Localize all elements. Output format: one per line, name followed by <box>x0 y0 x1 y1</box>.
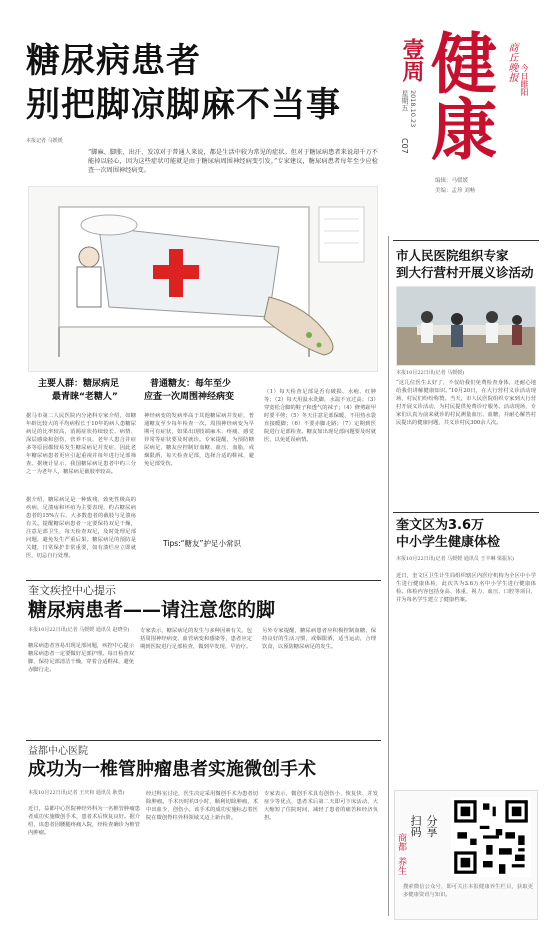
main-lead: “脚麻、脚胀、出汗、发凉对于普通人来说，都是生活中较为常见的症状。但对于糖尿病患者来说却千万不能掉以轻心，因为这些症状可能就是由于糖尿病周围神经病变引发。”专家建议，糖尿病患者每年至少应检查一次周围神经病变。 <box>88 149 378 174</box>
tips-label: Tips:“糖友”护足小常识 <box>163 538 241 548</box>
masthead-editor: 编辑：马媛媛 <box>435 178 469 184</box>
article3-column-3: 专家表示，微创手术具有创伤小、恢复快、并发症少等优点，患者术后第二天即可下床活动，大大缩短了住院时间，减轻了患者的痛苦和经济负担。 <box>264 791 378 821</box>
qr-label-health: 养生 <box>396 857 406 875</box>
divider-side1-top <box>393 240 539 241</box>
qr-label-share: 分享 <box>425 815 438 837</box>
side2-byline: 本报10月22日讯(记者 马媛媛 通讯员 王丰琳 梁振东) <box>396 556 514 562</box>
main-illustration <box>28 186 378 372</box>
side1-byline: 本报10月22日讯(记者 马媛媛) <box>396 370 465 376</box>
qr-label-scan: 扫码 <box>409 815 422 837</box>
side1-body: “这几位医生太好了，不仅给我们免费检查身体，还耐心地给我们讲解健康知识。”10月20日，在大行营村义诊活动现场，村民们纷纷称赞。当天，市人民医院组织专家到大行营村开展义诊活动，为村民提供免费诊疗服务。活动现场，专家们认真为前来就诊的村民测量血压、血糖，并耐心解答村民提出的健康问题，共义诊村民300余人次。 <box>396 380 536 426</box>
sub2-title-line-1: 普通糖友：每年至少 <box>150 379 232 389</box>
main-column-2: 神经病变的发病率高于其他糖尿病并发症，普通糖友至少每年检查一次。周围神经病变为早期可有症状，如果出现肢端麻木、疼痛、感觉异常等症状要及时就诊。专家提醒，为预防糖尿病足，糖友应控制好血糖、血压、血脂，戒烟限酒，每天检查足部，选择合适的鞋袜，避免足部受伤。 <box>144 413 254 467</box>
article3-byline: 本报10月22日讯(记者 王庆和 通讯员 耿勇) <box>28 790 125 796</box>
side2-body: 近日，奎文区卫生计生局组织辖区内医疗机构为全区中小学生进行健康体检，此次共为3.6万名中小学生进行健康体检。体检内容包括身高、体重、视力、血压、口腔等项目，并为每名学生建立了健康档案。 <box>396 573 536 603</box>
masthead-page-number: C07 <box>400 138 409 154</box>
article2-column-2: 专家表示，糖尿病足的发生与多种因素有关，包括周围神经病变、血管病变和感染等，患者应定期到医院进行足部检查，做到早发现、早治疗。 <box>140 628 252 650</box>
masthead-calligraphy-1: 商丘晚报 <box>506 42 517 82</box>
main-column-1b: 据介绍，糖尿病足是一种致残、致死性极高的疾病，足溃疡和坏疽为主要表现，约占糖尿病患者的15%左右，大多数患者的截肢与足溃疡有关。提醒糖尿病患者一定要保持双足干燥，注意足部卫生，每天检查双足，及时处理足部问题，避免发生严重后果。糖尿病足的预防是关键，日常保护非常重要，如有溃烂应立即就医，切忌自行处理。 <box>26 497 136 559</box>
masthead-proof: 美编：孟珍 刘畅 <box>435 188 476 194</box>
side2-title-line-1: 奎文区为3.6万 <box>396 518 485 533</box>
volunteer-clinic-photo <box>397 287 536 366</box>
main-column-1: 据马市第二人民医院内分泌科专家介绍，如糖年龄比较大的平均病程长于10年的病人患糖尿病足的比率较高，消渴症状持续较长、病情、深层感染和创伤，营养不良、老年人患合并症多等原因都较易发生糖尿病足并发症，因此老年糖尿病患者更应引起重视并每年进行足部筛查。据统计显示，我国糖尿病足患者中约三分之一为老年人，糖尿病足截肢率较高。 <box>26 413 136 475</box>
main-title-line-1: 糖尿病患者 <box>26 41 201 81</box>
qr-promo-box <box>394 790 538 920</box>
article3-kicker: 益都中心医院 <box>28 746 88 757</box>
sub1-title-line-2: 最青睐“老糖人” <box>52 392 118 402</box>
qr-code-graphic <box>451 797 531 877</box>
qr-code-icon[interactable] <box>451 797 531 877</box>
article2-column-3: 另外专家提醒，糖尿病患者应积极控制血糖，保持良好的生活习惯，戒烟限酒，适当运动，合理饮食，以预防糖尿病足的发生。 <box>262 628 376 650</box>
masthead-date: 2018.10.23 <box>409 90 417 128</box>
masthead <box>393 26 543 230</box>
article2-title: 糖尿病患者——请注意您的脚 <box>28 599 276 621</box>
hospital-bed-illustration <box>29 187 378 372</box>
sub1-title-line-1: 主要人群：糖尿病足 <box>38 379 120 389</box>
qr-label-brand: 商都 <box>396 833 406 851</box>
divider-main <box>26 580 381 581</box>
side1-title-line-1: 市人民医院组织专家 <box>396 248 509 263</box>
side1-photo <box>396 286 536 366</box>
main-byline: 本报记者 马媛媛 <box>26 138 63 144</box>
article2-byline: 本报10月22日讯(记者 马媛媛 通讯员 赵晓莹) <box>28 627 130 633</box>
tips-banner <box>152 532 252 554</box>
masthead-big-char-1: 健 <box>431 26 497 103</box>
masthead-weekly: 壹周 <box>399 38 424 82</box>
main-title-line-2: 别把脚凉脚麻不当事 <box>26 85 341 125</box>
side1-title-line-2: 到大行营村开展义诊活动 <box>396 265 534 280</box>
masthead-weekday: 星期五 <box>401 90 409 111</box>
column-divider <box>388 236 389 916</box>
main-column-3: （1）每天检查足部是否有破损、水疱、红肿等；（2）每天用温水洗脚，水温不宜过高；（3）穿宽松合脚的鞋子和透气的袜子；（4）修剪趾甲时要平剪；（5）冬天注意足部保暖，不用热水袋直接暖脚；（6）不要赤脚走路；（7）定期到医院进行足部检查。糖友如出现足部问题要及时就医，以免延误病情。 <box>264 389 376 443</box>
divider-side2-top <box>393 512 539 513</box>
divider-article2 <box>26 740 381 741</box>
article3-column-2: 经过科室讨论，医生决定采用微创手术为患者切除肿瘤。手术历时约3小时，顺利切除肿瘤，术中出血少，创伤小。该手术的成功实施标志着医院在微创脊柱外科领域又迈上新台阶。 <box>146 791 258 821</box>
masthead-big-char-2: 康 <box>431 92 497 169</box>
side2-title-line-2: 中小学生健康体检 <box>396 535 501 550</box>
sub2-title-line-2: 应查一次周围神经病变 <box>144 392 235 402</box>
masthead-calligraphy-2: 今日睢阳 <box>520 64 529 96</box>
article3-title: 成功为一椎管肿瘤患者实施微创手术 <box>28 759 316 780</box>
article2-column-1: 糖尿病患者容易出现足部问题，疾控中心提示糖尿病患者一定要做好足部护理。每日检查双脚，保持足部清洁干燥，穿着合适鞋袜，避免赤脚行走。 <box>28 643 134 673</box>
article3-column-1: 近日，益都中心医院神经外科为一名椎管肿瘤患者成功实施微创手术，患者术后恢复良好。据介绍，该患者因腰腿疼痛入院，经检查确诊为椎管内肿瘤。 <box>28 806 140 836</box>
article2-kicker: 奎文疾控中心提示 <box>28 584 116 597</box>
qr-caption: 搜索微信公众号，即可关注本报健康养生栏目，获取更多健康资讯与知识。 <box>403 884 533 898</box>
